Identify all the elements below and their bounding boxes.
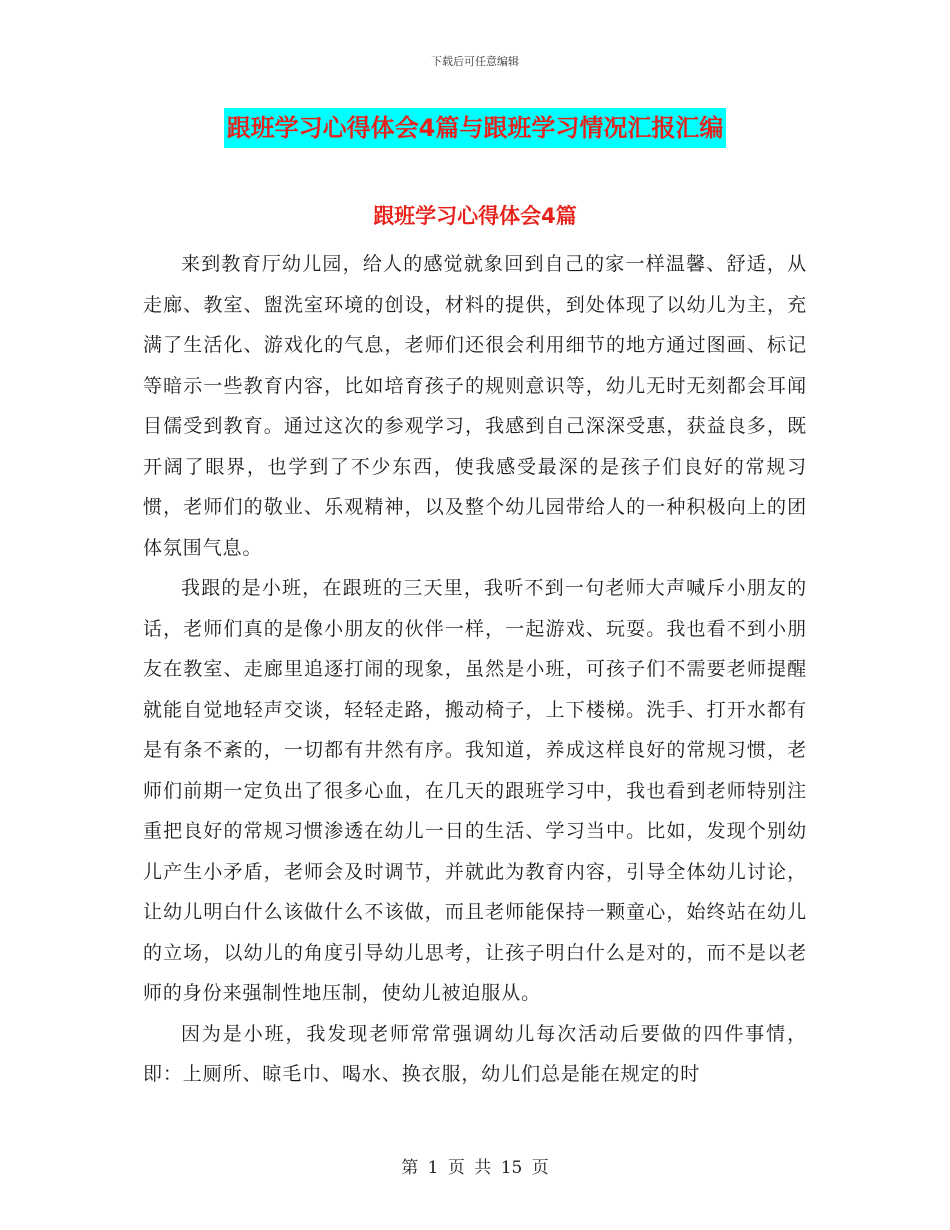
document-body (143, 244, 807, 1095)
paragraph-1: 来到教育厅幼儿园，给人的感觉就象回到自己的家一样温馨、舒适，从走廊、教室、盥洗室环境的创设，材料的提供，到处体现了以幼儿为主，充满了生活化、游戏化的气息，老师们还很会利用细节的地方通过图画、标记等暗示一些教育内容，比如培育孩子的规则意识等，幼儿无时无刻都会耳闻目儒受到教育。通过这次的参观学习，我感到自己深深受惠，获益良多，既开阔了眼界，也学到了不少东西，使我感受最深的是孩子们良好的常规习惯，老师们的敬业、乐观精神，以及整个幼儿园带给人的一种积极向上的团体氛围气息。 (143, 253, 807, 559)
document-title-container (0, 108, 950, 148)
section-title: 跟班学习心得体会4篇 (373, 204, 577, 228)
page-number-footer: 第 1 页 共 15 页 (401, 1158, 549, 1178)
document-title: 跟班学习心得体会4篇与跟班学习情况汇报汇编 (224, 108, 727, 148)
paragraph-2: 我跟的是小班，在跟班的三天里，我听不到一句老师大声喊斥小朋友的话，老师们真的是像小朋友的伙伴一样，一起游戏、玩耍。我也看不到小朋友在教室、走廊里追逐打闹的现象，虽然是小班，可孩子们不需要老师提醒就能自觉地轻声交谈，轻轻走路，搬动椅子，上下楼梯。洗手、打开水都有是有条不紊的，一切都有井然有序。我知道，养成这样良好的常规习惯，老师们前期一定负出了很多心血，在几天的跟班学习中，我也看到老师特别注重把良好的常规习惯渗透在幼儿一日的生活、学习当中。比如，发现个别幼儿产生小矛盾，老师会及时调节，并就此为教育内容，引导全体幼儿讨论，让幼儿明白什么该做什么不该做，而且老师能保持一颗童心，始终站在幼儿的立场，以幼儿的角度引导幼儿思考，让孩子明白什么是对的，而不是以老师的身份来强制性地压制，使幼儿被迫服从。 (143, 577, 807, 1004)
page-header-note: 下载后可任意编辑 (431, 55, 519, 68)
paragraph-3: 因为是小班，我发现老师常常强调幼儿每次活动后要做的四件事情，即：上厕所、晾毛巾、喝水、换衣服，幼儿们总是能在规定的时 (143, 1022, 807, 1085)
